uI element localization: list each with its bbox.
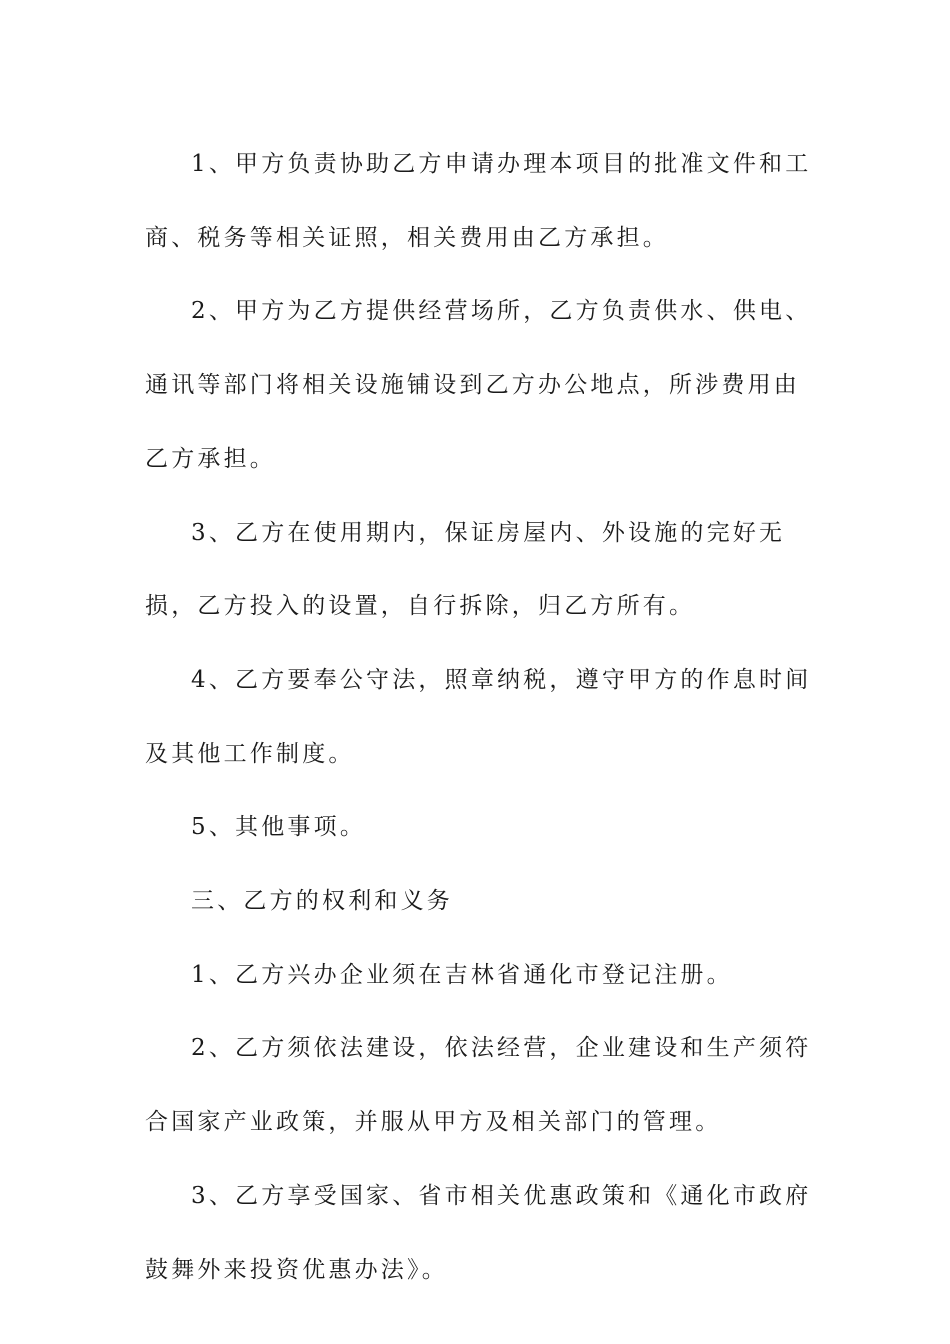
paragraph-obligation-2: 2、甲方为乙方提供经营场所，乙方负责供水、供电、通讯等部门将相关设施铺设到乙方办公地点，所涉费用由乙方承担。 (145, 298, 812, 472)
paragraph-obligation-4: 4、乙方要奉公守法，照章纳税，遵守甲方的作息时间及其他工作制度。 (145, 666, 812, 767)
paragraph-right-3: 3、乙方享受国家、省市相关优惠政策和《通化市政府鼓舞外来投资优惠办法》。 (145, 1182, 812, 1283)
document-body (145, 128, 815, 1307)
section-heading: 三、乙方的权利和义务 (191, 888, 453, 915)
paragraph-obligation-5: 5、其他事项。 (191, 814, 367, 841)
paragraph-obligation-1: 1、甲方负责协助乙方申请办理本项目的批准文件和工商、税务等相关证照，相关费用由乙方承担。 (145, 151, 812, 251)
paragraph-obligation-3: 3、乙方在使用期内，保证房屋内、外设施的完好无损，乙方投入的设置，自行拆除，归乙方所有。 (145, 519, 786, 620)
paragraph-right-1: 1、乙方兴办企业须在吉林省通化市登记注册。 (191, 961, 733, 988)
paragraph-right-2: 2、乙方须依法建设，依法经营，企业建设和生产须符合国家产业政策，并服从甲方及相关部门的管理。 (145, 1035, 812, 1136)
